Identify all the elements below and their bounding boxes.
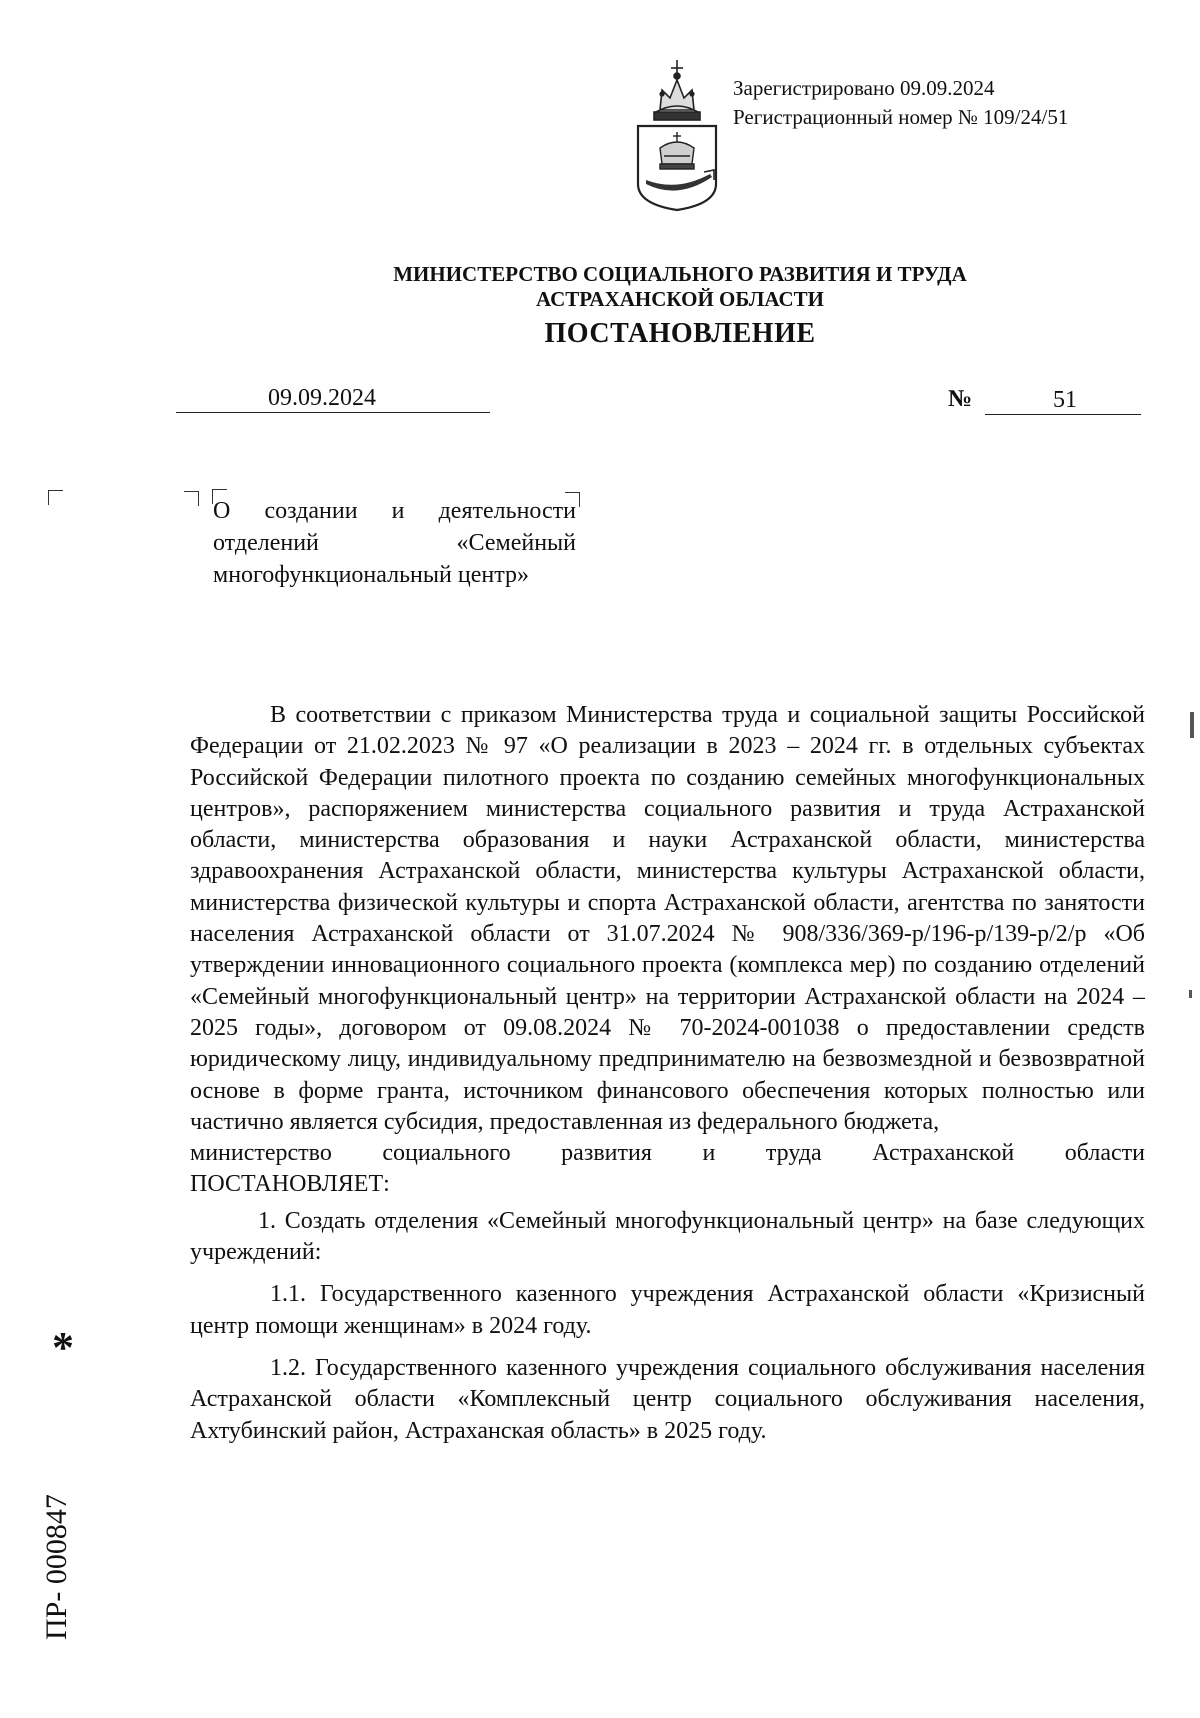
- resolves-heading: ПОСТАНОВЛЯЕТ:: [190, 1171, 390, 1198]
- scan-artifact: [1190, 712, 1194, 738]
- document-date: 09.09.2024: [268, 385, 376, 411]
- document-number: 51: [1053, 387, 1077, 413]
- document-body: [190, 700, 1145, 1447]
- scan-artifact: [1189, 990, 1192, 998]
- number-sign: №: [948, 386, 973, 412]
- ministry-name-line2: АСТРАХАНСКОЙ ОБЛАСТИ: [535, 287, 825, 311]
- clause-1-2: 1.2. Государственного казенного учреждения социального обслуживания населения Астраханской области «Комплексный центр социального обслуживания населения, Ахтубинский район, Астраханская область» в 2025 году.: [190, 1354, 1145, 1444]
- clause-1: 1. Создать отделения «Семейный многофункциональный центр» на базе следующих учреждений:: [190, 1207, 1145, 1266]
- left-margin-bracket: [48, 490, 63, 505]
- side-registration-code: ПР- 000847: [40, 1494, 73, 1640]
- preamble-paragraph: В соответствии с приказом Министерства труда и социальной защиты Российской Федерации от 21.02.2023 № 97 «О реализации в 2023 – 2024 гг. в отдельных субъектах Российской Федерации пилотного проекта по созданию семейных многофункциональных центров», распоряжением министерства социального развития и труда Астраханской области, министерства образования и науки Астраханской области, министерства здравоохранения Астраханской области, министерства культуры Астраханской области, министерства физической культуры и спорта Астраханской области, агентства по занятости населения Астраханской области от 31.07.2024 № 908/336/369-р/196-р/139-р/2/р «Об утверждении инновационного социального проекта (комплекса мер) по созданию отделений «Семейный многофункциональный центр» на территории Астраханской области на 2024 – 2025 годы», договором от 09.08.2024 № 70-2024-001038 о предоставлении средств юридическому лицу, индивидуальному предпринимателю на безвозмездной и безвозвратной основе в форме гранта, источником финансового обеспечения которых полностью или частично является субсидия, предоставленная из федерального бюджета,: [190, 702, 1145, 1135]
- coat-of-arms-emblem: [632, 52, 722, 212]
- clause-1-1: 1.1. Государственного казенного учреждения Астраханской области «Кризисный центр помощи женщинам» в 2024 году.: [190, 1281, 1145, 1339]
- document-number-field: [985, 384, 1141, 415]
- registration-number: Регистрационный номер № 109/24/51: [733, 105, 1069, 129]
- side-asterisk-mark: *: [52, 1323, 74, 1372]
- registration-date: Зарегистрировано 09.09.2024: [733, 76, 995, 100]
- registration-stamp: [733, 74, 1068, 132]
- subject-bracket-left-outer: [184, 491, 199, 506]
- issuing-authority: министерство социального развития и труда Астраханской области: [190, 1140, 1145, 1167]
- document-header: [260, 262, 1100, 353]
- document-subject: О создании и деятельности отделений «Семейный многофункциональный центр»: [213, 498, 576, 588]
- document-date-field: [176, 384, 490, 413]
- document-type: ПОСТАНОВЛЕНИЕ: [544, 318, 816, 349]
- ministry-name-line1: МИНИСТЕРСТВО СОЦИАЛЬНОГО РАЗВИТИЯ И ТРУДА: [393, 262, 967, 286]
